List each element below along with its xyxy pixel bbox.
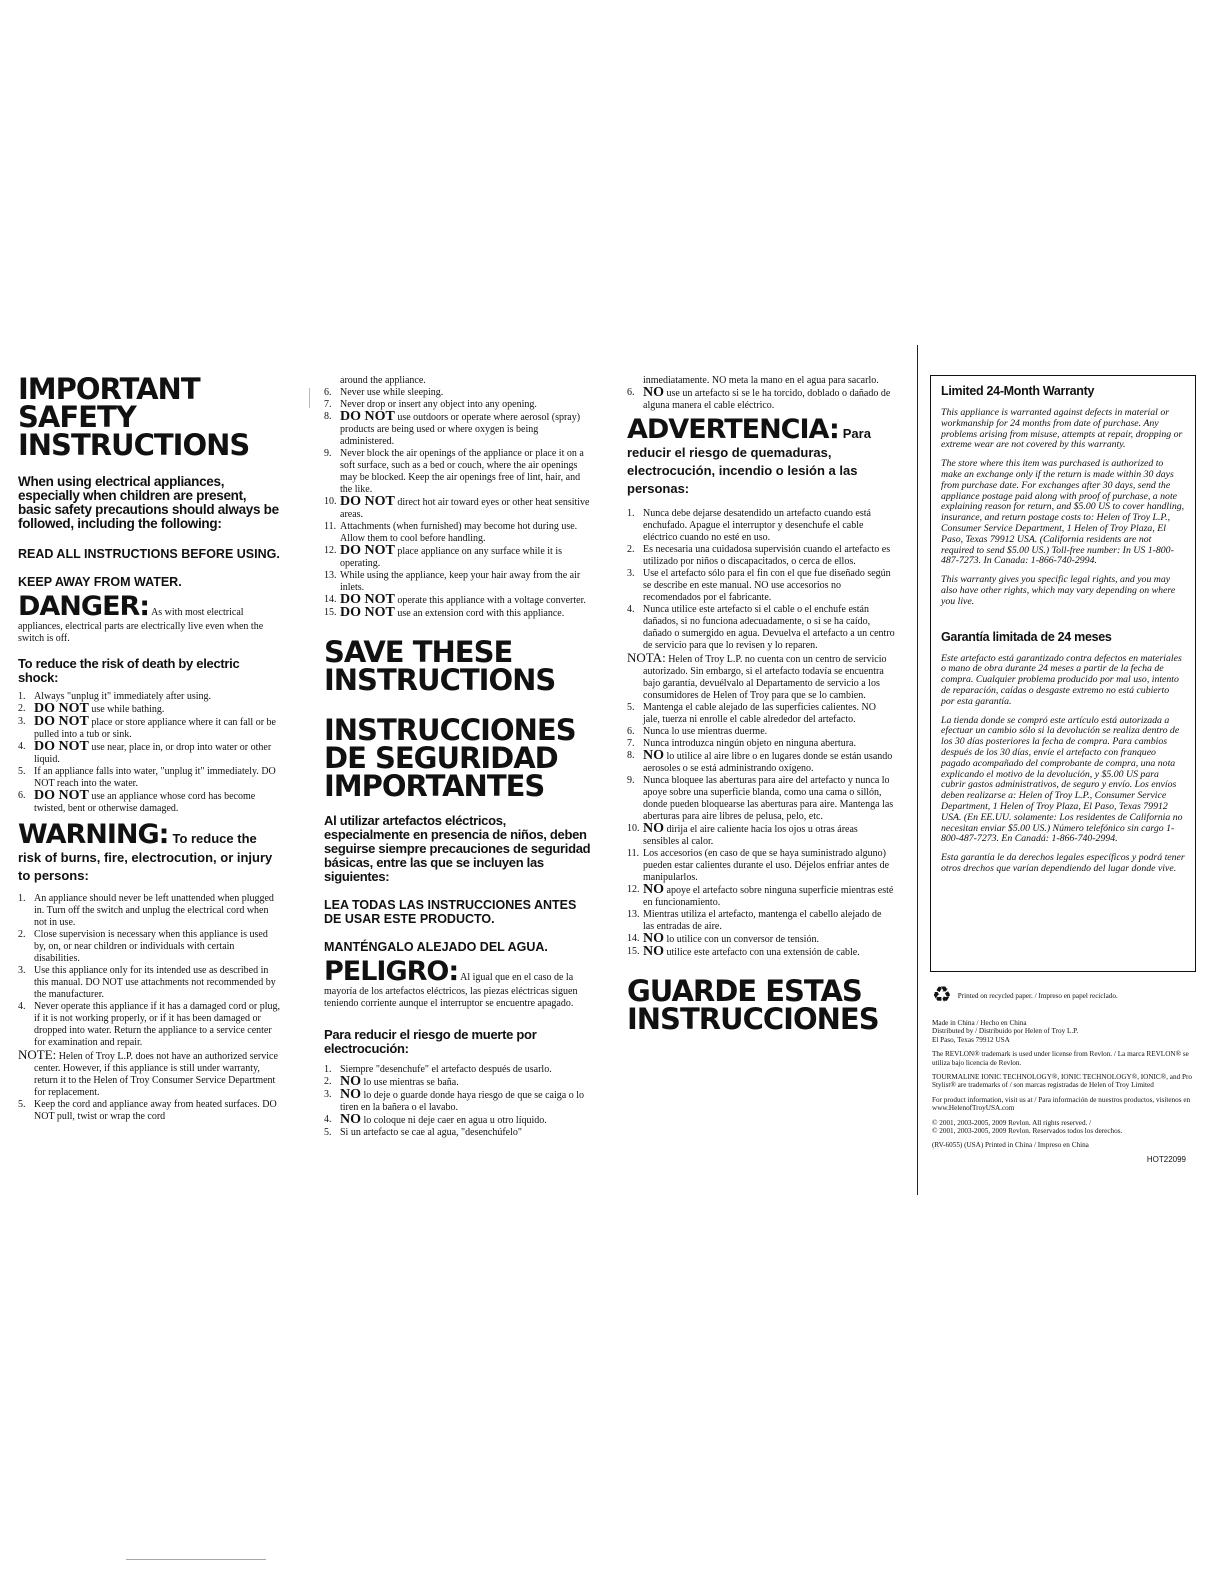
- garantia-paragraph: Esta garantía le da derechos legales específicos y podrá tener otros drechos que varían dependiendo del lugar donde vive.: [941, 852, 1185, 874]
- list-item: 1. An appliance should never be left unattended when plugged in. Turn off the switch and unplug the electrical cord when not in use.: [18, 893, 274, 928]
- list-item: 3. Use this appliance only for its intended use as described in this manual. DO NOT use attachments not recommended by the manufacturer.: [18, 965, 276, 1000]
- copyright-block: [932, 1119, 1196, 1136]
- divider-right: [917, 345, 918, 1195]
- nota-label: NOTA:: [627, 650, 666, 665]
- read-all-instructions: READ ALL INSTRUCTIONS BEFORE USING.: [18, 547, 280, 561]
- list-item: 6. Nunca lo use mientras duerme.: [627, 726, 768, 737]
- peligro-label: PELIGRO:: [324, 956, 459, 987]
- list-item: 2. DO NOT use while bathing.: [18, 701, 165, 716]
- list-item: 9. Never block the air openings of the appliance or place it on a soft surface, such as a bed or couch, where the air openings may be blocked. Keep the air openings free of lint, hair, and the like.: [324, 448, 584, 495]
- list-item: 15. NO utilice este artefacto con una extensión de cable.: [627, 944, 860, 959]
- document-code: HOT22099: [1146, 1154, 1186, 1164]
- list-item: 12. DO NOT place appliance on any surface while it is operating.: [324, 543, 562, 569]
- list-item: 5. Si un artefacto se cae al agua, "desenchúfelo": [324, 1127, 522, 1138]
- note-label: NOTE:: [18, 1047, 57, 1062]
- made-in: Made in China / Hecho en China: [932, 1019, 1027, 1027]
- list-item: 14. DO NOT operate this appliance with a voltage converter.: [324, 592, 586, 607]
- copyright-en: © 2001, 2003-2005, 2009 Revlon. All rights reserved. /: [932, 1118, 1092, 1127]
- es-title: INSTRUCCIONES DE SEGURIDAD IMPORTANTES: [324, 713, 576, 803]
- list-item: 6. Never use while sleeping.: [324, 387, 444, 398]
- column-english-1: [18, 372, 281, 1123]
- list-item: 6. NO use un artefacto si se le ha torcido, doblado o dañado de alguna manera el cable eléctrico.: [627, 385, 891, 411]
- list-item: 5. Mantenga el cable alejado de las superficies calientes. NO jale, tuerza ni enrolle el cable alrededor del artefacto.: [627, 702, 876, 725]
- list-item: 14. NO lo utilice con un conversor de tensión.: [627, 931, 819, 946]
- recycle-icon: ♻: [932, 983, 952, 1008]
- list-item: 1. Nunca debe dejarse desatendido un artefacto cuando está enchufado. Apague el interruptor y desenchufe el cable eléctrico cuando no esté en uso.: [627, 508, 871, 543]
- list-item: 10. NO dirija el aire caliente hacia los ojos u otras áreas sensibles al calor.: [627, 821, 858, 847]
- list-item: 2. Close supervision is necessary when this appliance is used by, on, or near children or individuals with certain disabilities.: [18, 929, 268, 964]
- danger-block: [18, 593, 280, 645]
- continued-text: around the appliance.: [340, 375, 426, 386]
- divider-left: [309, 388, 310, 408]
- list-item: 11. Los accesorios (en caso de que se haya suministrado alguno) pueden estar calientes durante el uso. Déjelos enfriar antes de manipularlos.: [627, 848, 890, 883]
- list-item: 4. NO lo coloque ni deje caer en agua u otro líquido.: [324, 1112, 547, 1127]
- continued-text-es: inmediatamente. NO meta la mano en el agua para sacarlo.: [643, 375, 879, 386]
- list-item: 13. Mientras utiliza el artefacto, mantenga el cabello alejado de las entradas de aire.: [627, 909, 882, 932]
- warning-block: [18, 821, 280, 885]
- list-item: 4. DO NOT use near, place in, or drop into water or other liquid.: [18, 739, 272, 765]
- recycled-row: [932, 985, 1196, 1007]
- list-item: 8. NO lo utilice al aire libre o en lugares donde se están usando aerosoles o se está administrando oxígeno.: [627, 748, 893, 774]
- peligro-block: [324, 958, 592, 1010]
- fine-print: [932, 985, 1196, 1170]
- advertencia-text: Para reducir el riesgo de quemaduras, electrocución, incendio o lesión a las personas:: [627, 426, 871, 496]
- peligro-text: Al igual que en el caso de la mayoría de los artefactos eléctricos, las piezas eléctricas siguen teniendo corriente aunque el interruptor se encuentre apagado.: [324, 972, 578, 1009]
- list-item: 3. Use el artefacto sólo para el fin con el que fue diseñado según se describe en este manual. NO use accesorios no recomendados por el fabricante.: [627, 568, 891, 603]
- list-item: 3. NO lo deje o guarde donde haya riesgo de que se caiga o lo tiren en la bañera o el lavabo.: [324, 1087, 584, 1113]
- warning-text: To reduce the risk of burns, fire, electrocution, or injury to persons:: [18, 831, 273, 883]
- danger-text: As with most electrical appliances, electrical parts are electrically live even when the switch is off.: [18, 607, 264, 644]
- made-in-block: [932, 1019, 1196, 1044]
- peligro-list: [324, 1064, 592, 1139]
- es-intro-text: Al utilizar artefactos eléctricos, especialmente en presencia de niños, deben seguirse siempre precauciones de seguridad básicas, entre las que se incluyen las siguientes:: [324, 813, 591, 884]
- product-info: For product information, visit us at / Para información de nuestros productos, visítenos en www.HelenofTroyUSA.com: [932, 1095, 1191, 1113]
- es-read-all: LEA TODAS LAS INSTRUCCIONES ANTES DE USAR ESTE PRODUCTO.: [324, 898, 577, 926]
- list-item: 8. DO NOT use outdoors or operate where aerosol (spray) products are being used or where oxygen is being administered.: [324, 409, 581, 447]
- peligro-list-cont: [627, 387, 895, 412]
- warranty-box: [930, 375, 1196, 972]
- warning-list-cont: [18, 1099, 280, 1123]
- es-reduce-heading: Para reducir el riesgo de muerte por electrocución:: [324, 1027, 537, 1056]
- danger-list: [18, 691, 280, 815]
- advertencia-list-a: [627, 508, 895, 652]
- warranty-paragraph: The store where this item was purchased is authorized to make an exchange only if the return is made within 30 days from purchase date. For exchanges after 30 days, send the appliance postage paid along with proof of purchase, a note explaining reason for return, and $5.00 US to cover handling, insurance, and return postage costs to: Helen of Troy L.P., Consumer Service Department, 1 Helen of Troy Plaza, El Paso, Texas 79912 USA. (California residents are not required to send $5.00 US.) Toll-free number: In US 1-800-487-7273. In Canada: 1-866-740-2994.: [941, 458, 1185, 567]
- list-item: 7. Nunca introduzca ningún objeto en ninguna abertura.: [627, 738, 856, 749]
- warranty-title: Limited 24-Month Warranty: [941, 384, 1095, 398]
- intro-text: When using electrical appliances, especially when children are present, basic safety precautions should always be followed, including the following:: [18, 474, 279, 531]
- list-item: 11. Attachments (when furnished) may become hot during use. Allow them to cool before handling.: [324, 521, 578, 544]
- column-spanish-2: [627, 375, 895, 1036]
- es-keep-away: MANTÉNGALO ALEJADO DEL AGUA.: [324, 940, 548, 954]
- distributed-by: Distributed by / Distribuido por Helen of Troy L.P.: [932, 1027, 1079, 1036]
- title-important-safety: IMPORTANT SAFETY INSTRUCTIONS: [18, 372, 250, 462]
- warning-list-2: [324, 387, 592, 620]
- list-item: 3. DO NOT place or store appliance where it can fall or be pulled into a tub or sink.: [18, 714, 276, 740]
- list-item: 2. NO lo use mientras se baña.: [324, 1074, 459, 1089]
- recycled-text: Printed on recycled paper. / Impreso en papel reciclado.: [957, 991, 1118, 1000]
- warranty-paragraph: This warranty gives you specific legal rights, and you may also have other rights, which may vary depending on where you live.: [941, 574, 1176, 607]
- list-item: 12. NO apoye el artefacto sobre ninguna superficie mientras esté en funcionamiento.: [627, 882, 894, 908]
- advertencia-label: ADVERTENCIA:: [627, 414, 839, 445]
- nota-text: Helen of Troy L.P. no cuenta con un centro de servicio autorizado. Sin embargo, si el artefacto todavía se encuentra bajo garantía, devuélvalo al Departamento de servicio a los consumidores de Helen of Troy para que se lo cambien.: [643, 654, 887, 701]
- warning-list: [18, 893, 280, 1049]
- warranty-paragraph: This appliance is warranted against defects in material or workmanship for 24 months from date of purchase. Any problems arising from misuse, attempts at repair, dropping or extreme wear are not covered by this warranty.: [941, 407, 1183, 451]
- nota-block: [627, 652, 895, 702]
- list-item: 6. DO NOT use an appliance whose cord has become twisted, bent or otherwise damaged.: [18, 788, 256, 814]
- revlon-trademark: The REVLON® trademark is used under license from Revlon. / La marca REVLON® se utiliza bajo licencia de Revlon.: [932, 1050, 1189, 1067]
- guarde-instructions-heading: GUARDE ESTAS INSTRUCCIONES: [627, 974, 879, 1036]
- bottom-underline: [126, 1559, 266, 1560]
- list-item: 15. DO NOT use an extension cord with this appliance.: [324, 605, 565, 620]
- list-item: 2. Es necesaria una cuidadosa supervisión cuando el artefacto es utilizado por niños o discapacitados, o cerca de ellos.: [627, 544, 891, 567]
- warning-label: WARNING:: [18, 819, 169, 850]
- list-item: 1. Siempre "desenchufe" el artefacto después de usarlo.: [324, 1064, 552, 1075]
- garantia-title: Garantía limitada de 24 meses: [941, 629, 1112, 644]
- danger-label: DANGER:: [18, 591, 150, 622]
- list-item: 10. DO NOT direct hot air toward eyes or other heat sensitive areas.: [324, 494, 590, 520]
- list-item: 5. If an appliance falls into water, "unplug it" immediately. DO NOT reach into the water.: [18, 766, 276, 789]
- list-item: 5. Keep the cord and appliance away from heated surfaces. DO NOT pull, twist or wrap the cord: [18, 1099, 277, 1122]
- advertencia-list-b: [627, 702, 895, 959]
- note-text: Helen of Troy L.P. does not have an authorized service center. However, if this appliance is still under warranty, return it to the Helen of Troy Consumer Service Department for replacement.: [34, 1051, 278, 1098]
- keep-away-water: KEEP AWAY FROM WATER.: [18, 575, 182, 589]
- printed-in: (RV-6055) (USA) Printed in China / Impreso en China: [932, 1141, 1089, 1150]
- garantia-paragraph: Este artefacto está garantizado contra defectos en materiales o mano de obra durante 24 meses a partir de la fecha de compra. Cualquier problema producido por mal uso, intento de reparación, caídas o desgaste extremo no está cubierto por esta garantía.: [941, 652, 1182, 707]
- note-block: [18, 1049, 280, 1099]
- list-item: 7. Never drop or insert any object into any opening.: [324, 399, 537, 410]
- advertencia-block: [627, 416, 895, 498]
- tourmaline-trademark: TOURMALINE IONIC TECHNOLOGY®, IONIC TECHNOLOGY®, IONIC®, and Pro Stylist® are trademarks of / son marcas registradas de Helen of Troy Limited: [932, 1073, 1192, 1090]
- list-item: 13. While using the appliance, keep your hair away from the air inlets.: [324, 570, 581, 593]
- reduce-death-heading: To reduce the risk of death by electric shock:: [18, 656, 240, 685]
- column-english-2: [324, 375, 592, 1139]
- garantia-paragraph: La tienda donde se compró este artículo está autorizada a efectuar un cambio sólo si la devolución se realiza dentro de los 30 días posteriores la fecha de compra. Para cambios después de los 30 días, envíe el artefacto con franqueo pagado acompañado del comprobante de compra, una nota explicando el motivo de la devolución, y $5.00 US para cubrir gastos administrativos, de seguro y envío. Los envíos deben realizarse a: Helen of Troy L.P., Consumer Service Department, 1 Helen of Troy Plaza, El Paso, Texas 79912 USA. (En EE.UU. solamente: Los residentes de California no necesitan enviar $5.00 US.) Número telefónico sin cargo 1-800-487-7273. En Canadá: 1-866-740-2994.: [941, 714, 1183, 845]
- list-item: 9. Nunca bloquee las aberturas para aire del artefacto y nunca lo apoye sobre una superficie blanda, como una cama o sillón, donde pueden bloquearse las aberturas para aire. Mantenga las aberturas para aire libres de pelusa, pelo, etc.: [627, 775, 894, 822]
- list-item: 1. Always "unplug it" immediately after using.: [18, 691, 212, 702]
- list-item: 4. Nunca utilice este artefacto si el cable o el enchufe están dañados, si no funciona adecuadamente, o si se ha caído, dañado o sumergido en agua. Devuelva el artefacto a un centro de servicio para que lo revisen y lo reparen.: [627, 604, 895, 651]
- list-item: 4. Never operate this appliance if it has a damaged cord or plug, if it is not working properly, or if it has been damaged or dropped into water. Return the appliance to a service center for examination and repair.: [18, 1001, 281, 1048]
- save-instructions-heading: SAVE THESE INSTRUCTIONS: [324, 635, 556, 697]
- address: El Paso, Texas 79912 USA: [932, 1035, 1010, 1044]
- copyright-es: © 2001, 2003-2005, 2009 Revlon. Reservados todos los derechos.: [932, 1127, 1123, 1136]
